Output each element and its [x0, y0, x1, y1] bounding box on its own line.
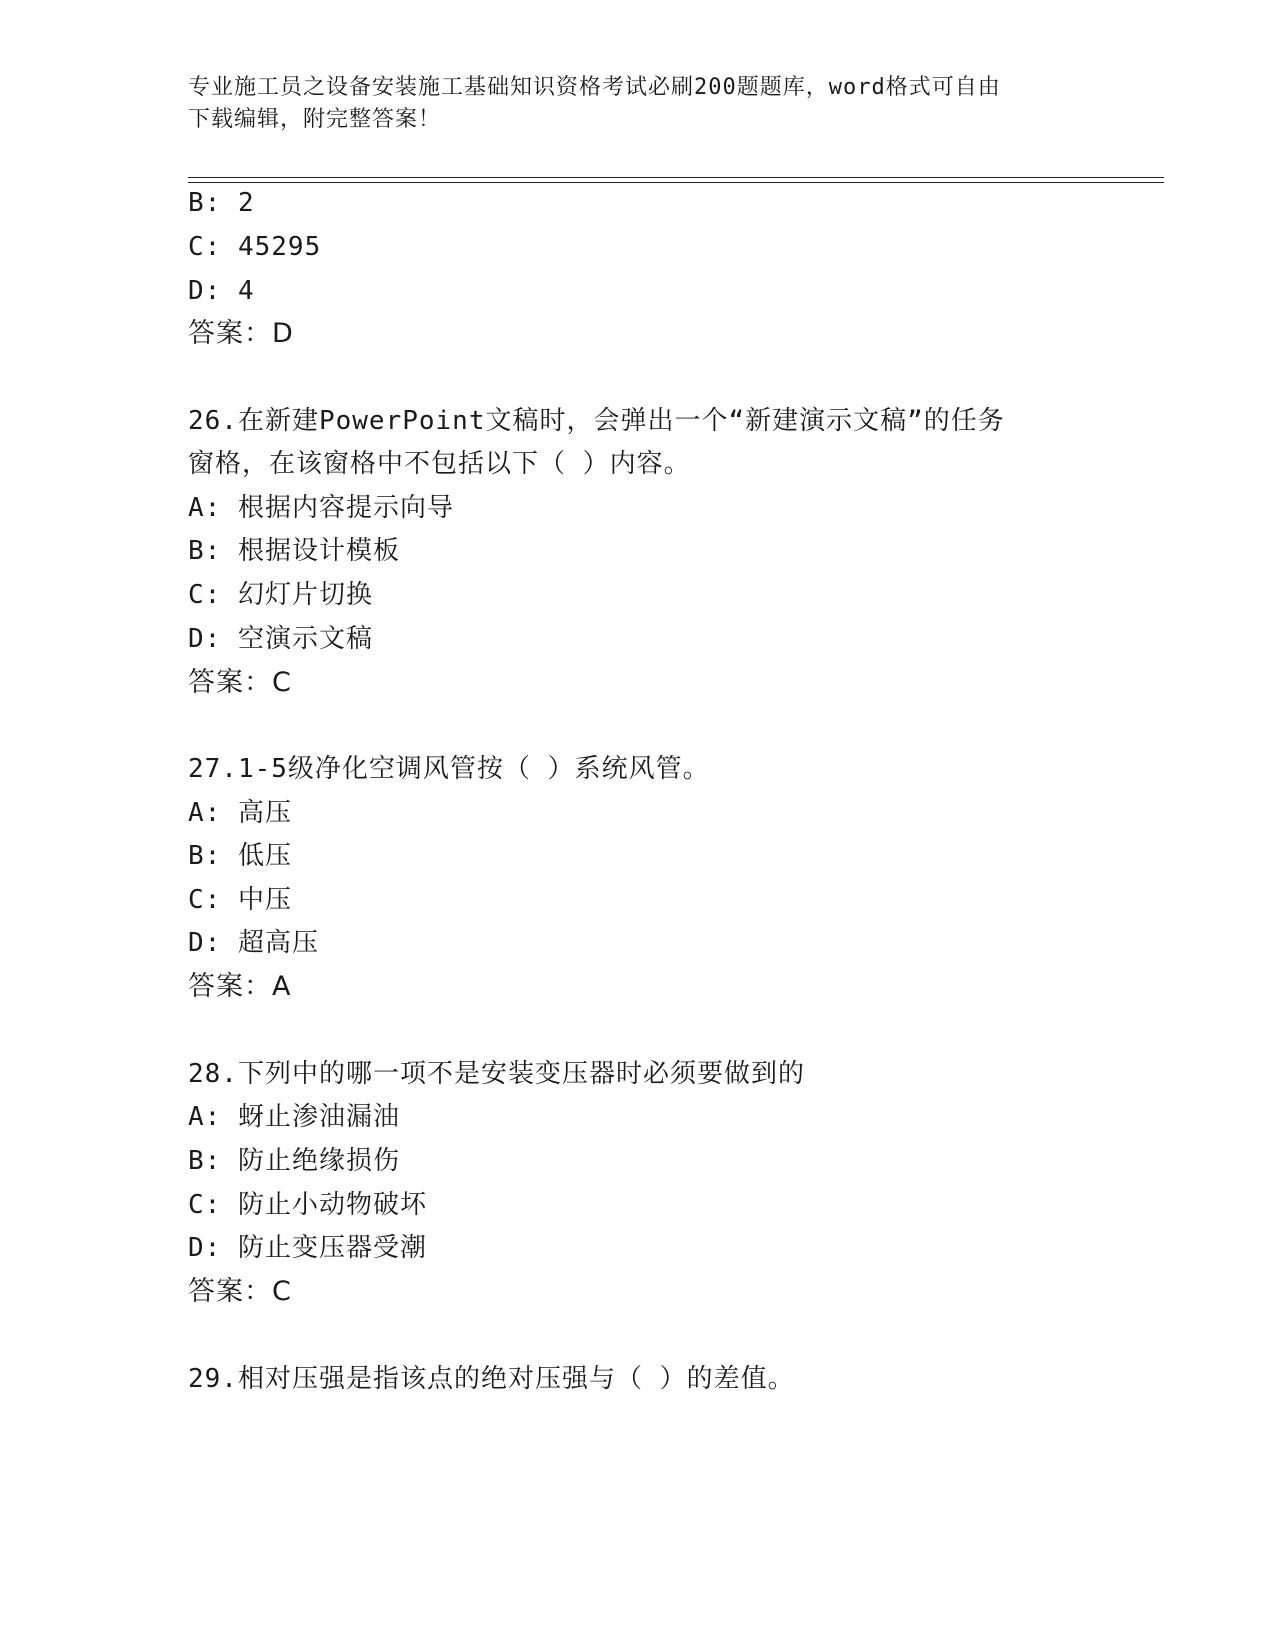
- q28-stem: 28.下列中的哪一项不是安装变压器时必须要做到的: [188, 1059, 805, 1089]
- q25-answer: 答案：D: [188, 318, 294, 349]
- q27-option-a: A: 高压: [188, 798, 292, 828]
- q27-option-c: C: 中压: [188, 885, 292, 915]
- q28-option-d: D: 防止变压器受潮: [188, 1233, 427, 1263]
- q27-option-d: D: 超高压: [188, 928, 319, 958]
- q25-option-b: B: 2: [188, 188, 255, 218]
- q28-option-c: C: 防止小动物破坏: [188, 1190, 427, 1220]
- document-header: [188, 72, 1088, 136]
- q26-stem-line-1: 26.在新建PowerPoint文稿时，会弹出一个“新建演示文稿”的任务: [188, 406, 1005, 436]
- q25-option-c: C: 45295: [188, 232, 322, 262]
- q27-stem: 27.1-5级净化空调风管按（ ）系统风管。: [188, 754, 710, 784]
- q28-answer: 答案：C: [188, 1276, 292, 1307]
- header-rule-top: [188, 177, 1164, 178]
- q26-option-d: D: 空演示文稿: [188, 624, 373, 654]
- q28-option-b: B: 防止绝缘损伤: [188, 1146, 400, 1176]
- q26-option-a: A: 根据内容提示向导: [188, 493, 454, 523]
- header-line-2: 下载编辑，附完整答案！: [188, 107, 442, 132]
- q28-option-a: A: 蚜止渗油漏油: [188, 1102, 400, 1132]
- header-rule-bottom: [188, 182, 1164, 183]
- q25-option-d: D: 4: [188, 276, 255, 306]
- q26-answer: 答案：C: [188, 667, 292, 698]
- q27-answer: 答案：A: [188, 971, 292, 1002]
- header-line-1: 专业施工员之设备安装施工基础知识资格考试必刷200题题库，word格式可自由: [188, 75, 1001, 100]
- q29-stem: 29.相对压强是指该点的绝对压强与（ ）的差值。: [188, 1364, 795, 1394]
- q27-option-b: B: 低压: [188, 841, 292, 871]
- q26-option-c: C: 幻灯片切换: [188, 580, 373, 610]
- q26-stem-line-2: 窗格，在该窗格中不包括以下（ ）内容。: [188, 449, 691, 479]
- q26-option-b: B: 根据设计模板: [188, 536, 400, 566]
